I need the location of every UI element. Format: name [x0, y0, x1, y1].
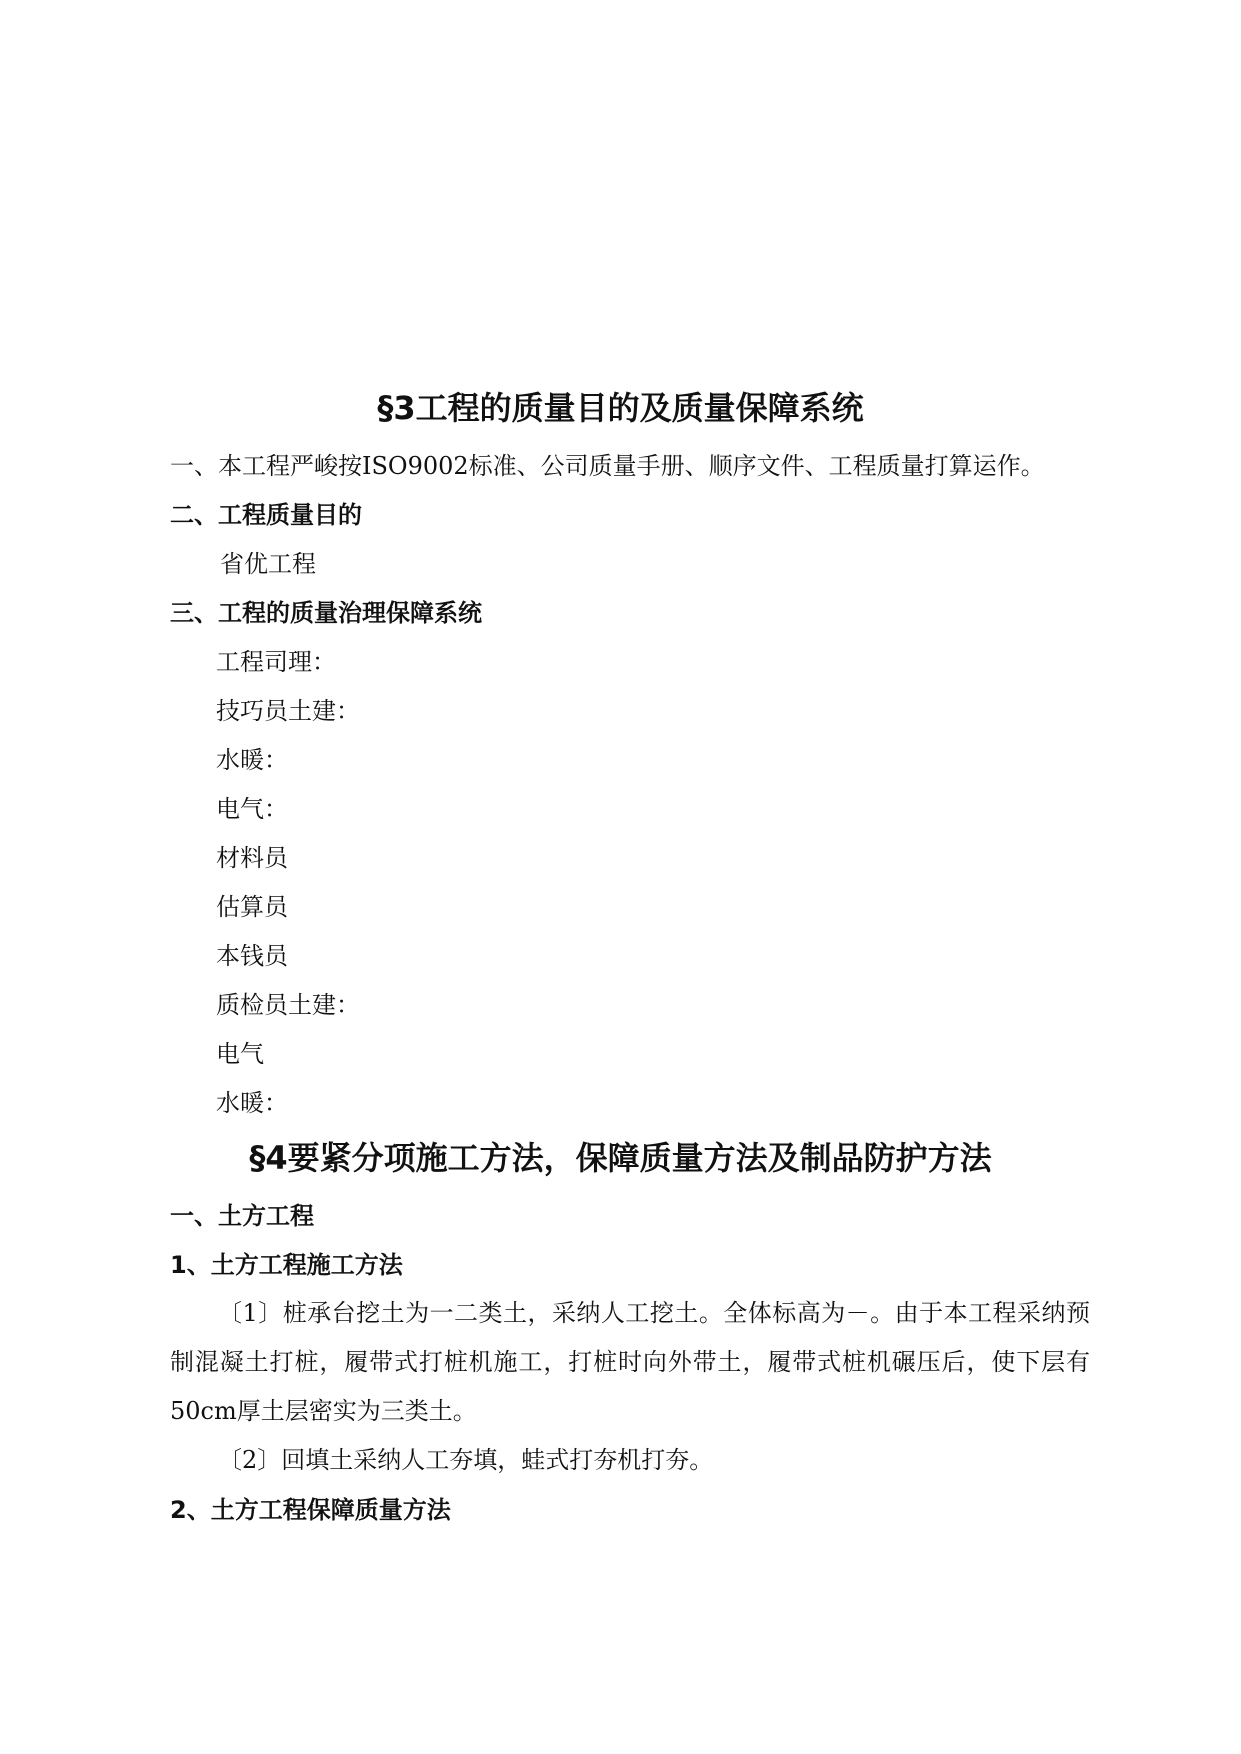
role-qc-electrical: 电气	[216, 1040, 264, 1068]
section4-sub1-1-heading: 1、土方工程施工方法	[170, 1251, 403, 1279]
role-qc-plumbing: 水暖：	[216, 1089, 288, 1117]
section4-sub1-2-heading: 2、土方工程保障质量方法	[170, 1496, 451, 1524]
role-estimator: 估算员	[216, 893, 288, 921]
role-cost: 本钱员	[216, 942, 288, 970]
role-plumbing: 水暖：	[216, 746, 288, 774]
section3-title: §3工程的质量目的及质量保障系统	[377, 389, 864, 427]
role-qc-civil: 质检员土建：	[216, 991, 360, 1019]
role-technician-civil: 技巧员土建：	[216, 697, 360, 725]
section4-title: §4要紧分项施工方法，保障质量方法及制品防护方法	[249, 1139, 992, 1177]
role-materials: 材料员	[216, 844, 288, 872]
earthwork-method-para1: 〔1〕桩承台挖土为一二类土，采纳人工挖土。全体标高为－。由于本工程采纳预制混凝土打桩，履带式打桩机施工，打桩时向外带土，履带式桩机碾压后，使下层有50cm厚土层密实为三类土。	[170, 1299, 1090, 1425]
section3-item2-value: 省优工程	[220, 550, 316, 578]
section3-item2-heading: 二、工程质量目的	[170, 501, 362, 529]
section3-item3-heading: 三、工程的质量治理保障系统	[170, 599, 482, 627]
section4-sub1-heading: 一、土方工程	[170, 1202, 314, 1230]
role-project-manager: 工程司理：	[216, 648, 336, 676]
section3-item1: 一、本工程严峻按ISO9002标准、公司质量手册、顺序文件、工程质量打算运作。	[170, 452, 1045, 480]
earthwork-method-para2: 〔2〕回填土采纳人工夯填，蛙式打夯机打夯。	[218, 1446, 714, 1474]
role-electrical: 电气：	[216, 795, 288, 823]
